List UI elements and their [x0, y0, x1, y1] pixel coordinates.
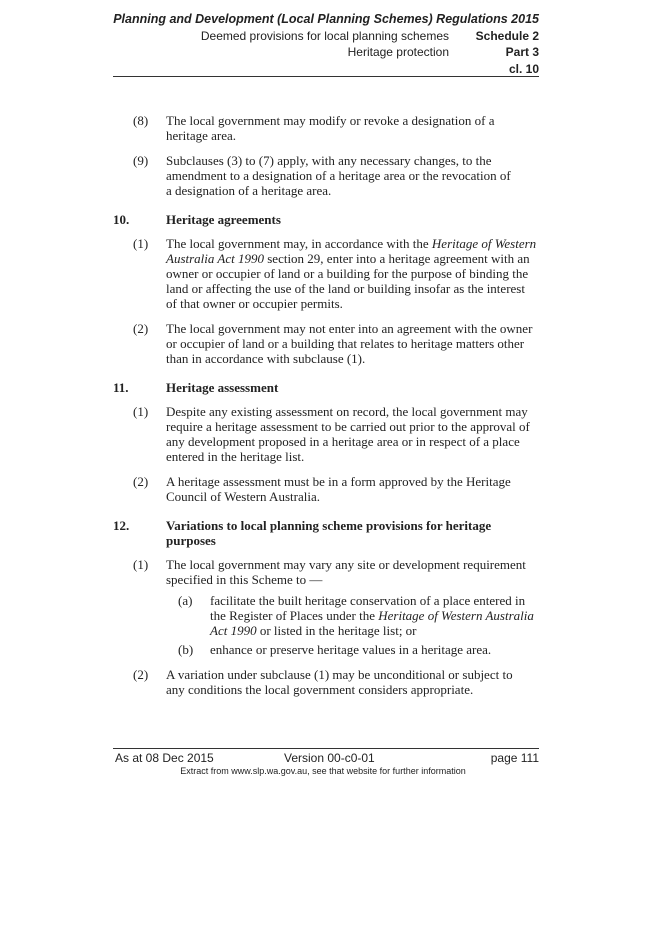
subclause-number: (9) — [133, 153, 149, 168]
footer-version: Version 00-c0-01 — [284, 751, 375, 765]
footer-note — [0, 766, 652, 776]
paragraph-number: (b) — [178, 642, 194, 657]
subclause-number: (1) — [133, 404, 149, 419]
act-title: Heritage of Western Australia Act 1990 — [210, 608, 534, 638]
document-title: Planning and Development (Local Planning Schemes) Regulations 2015 — [113, 12, 539, 26]
section-heading: Heritage agreements — [166, 212, 281, 227]
text-segment: The local government may, in accordance with the — [166, 236, 432, 251]
footer-date: As at 08 Dec 2015 — [115, 751, 214, 765]
header-row-part — [348, 45, 539, 59]
section-number: 12. — [113, 518, 130, 533]
act-title: Heritage of Western Australia Act 1990 — [166, 236, 537, 266]
subclause-text: The local government may vary any site or development requirement specified in this Scheme to — — [166, 557, 526, 587]
header-schedule-desc: Deemed provisions for local planning schemes — [200, 29, 449, 43]
section-heading: Variations to local planning scheme provisions for heritage purposes — [166, 518, 492, 548]
subclause-text: The local government may modify or revoke a designation of a heritage area. — [166, 113, 495, 143]
subclause-number: (1) — [133, 557, 149, 572]
paragraph-number: (a) — [178, 593, 193, 608]
paragraph-text: enhance or preserve heritage values in a heritage area. — [210, 642, 492, 657]
header-row-schedule — [201, 29, 539, 43]
section-heading: Heritage assessment — [166, 380, 279, 395]
header-part-desc: Heritage protection — [347, 45, 449, 59]
footer-page-number: page 111 — [490, 751, 539, 765]
header-part: Part 3 — [505, 45, 539, 59]
text-segment: or listed in the heritage list; or — [256, 623, 417, 638]
subclause-number: (8) — [133, 113, 149, 128]
footer-note-text: Extract from www.slp.wa.gov.au, see that website for further information — [180, 766, 466, 776]
paragraph-text — [210, 593, 542, 638]
subclause-number: (1) — [133, 236, 149, 251]
section-number: 10. — [113, 212, 130, 227]
section-number: 11. — [113, 380, 129, 395]
text-segment: facilitate the built heritage conservation of a place entered in the Register of Places under the — [210, 593, 526, 623]
subclause-text: Subclauses (3) to (7) apply, with any necessary changes, to the amendment to a designation of a heritage area or the revocation of a designation of a heritage area. — [166, 153, 511, 198]
subclause-number: (2) — [133, 474, 149, 489]
subclause-text: Despite any existing assessment on record, the local government may require a heritage assessment to be carried out prior to the approval of any development proposed in a heritage area or in respect of a place entered in the heritage list. — [166, 404, 530, 464]
header-divider — [113, 76, 539, 77]
footer-divider — [113, 748, 539, 749]
subclause-text: The local government may not enter into an agreement with the owner or occupier of land or a building that relates to heritage matters other than in accordance with subclause (1). — [166, 321, 533, 366]
subclause-number: (2) — [133, 321, 149, 336]
subclause-text: A variation under subclause (1) may be unconditional or subject to any conditions the local government considers appropriate. — [166, 667, 513, 697]
subclause-number: (2) — [133, 667, 149, 682]
subclause-text — [166, 236, 538, 311]
subclause-text: A heritage assessment must be in a form approved by the Heritage Council of Western Australia. — [166, 474, 511, 504]
header-schedule: Schedule 2 — [475, 29, 539, 43]
text-segment: section 29, enter into a heritage agreement with an owner or occupier of land or a building for the purpose of binding the land or affecting the use of the land or building insofar as the interest of that owner or occupier permits. — [166, 251, 530, 311]
header-clause: cl. 10 — [508, 62, 539, 76]
